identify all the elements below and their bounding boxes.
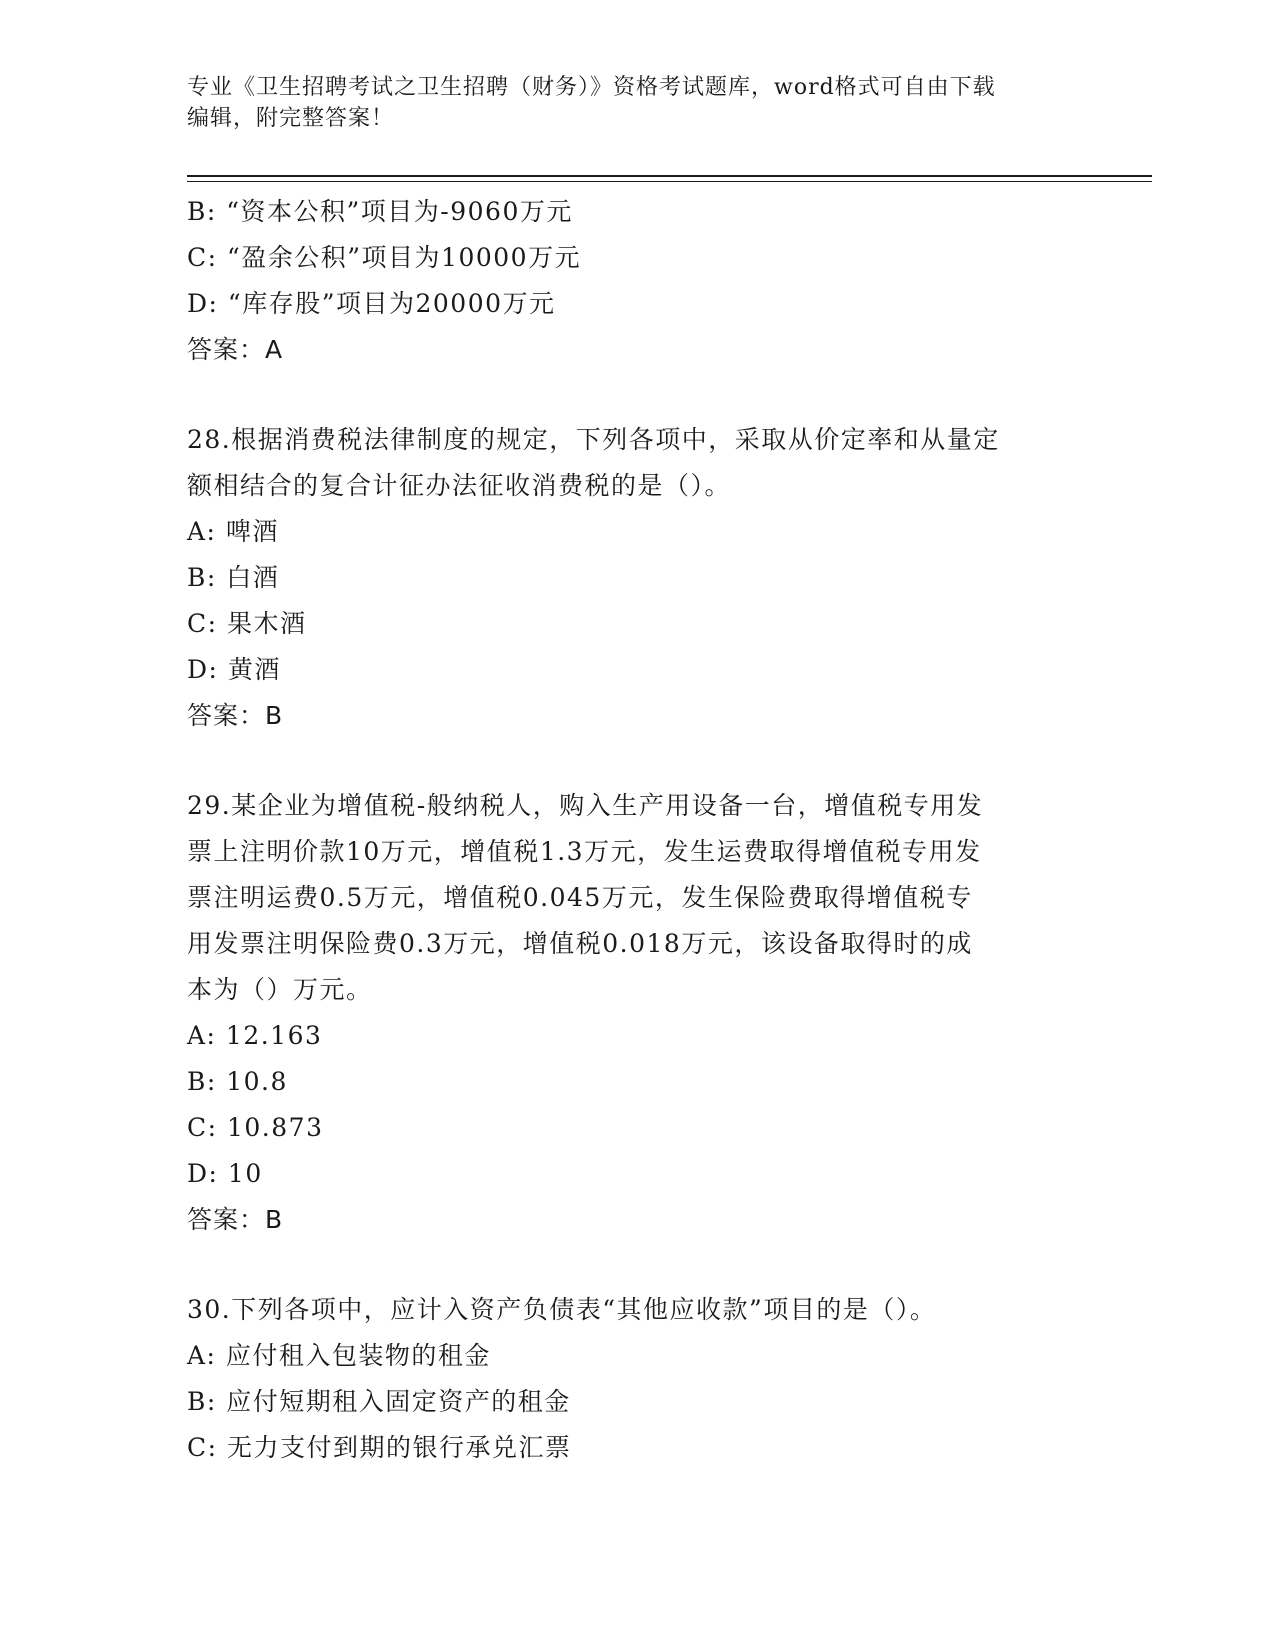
option-c: C: 10.873 xyxy=(187,1113,324,1142)
question-stem-line: 用发票注明保险费0.3万元，增值税0.018万元，该设备取得时的成 xyxy=(187,929,973,958)
option-c: C: 果木酒 xyxy=(187,609,307,638)
option-c: C: 无力支付到期的银行承兑汇票 xyxy=(187,1433,572,1462)
header-line-2: 编辑，附完整答案！ xyxy=(187,106,395,131)
question-stem-line: 30.下列各项中，应计入资产负债表“其他应收款”项目的是（）。 xyxy=(187,1295,937,1324)
option-d: D: “库存股”项目为20000万元 xyxy=(187,289,556,318)
question-27-continuation xyxy=(187,189,1077,373)
question-spacer xyxy=(187,1243,1077,1287)
question-28 xyxy=(187,417,1077,739)
question-30 xyxy=(187,1287,1077,1471)
question-stem-line: 29.某企业为增值税-般纳税人，购入生产用设备一台，增值税专用发 xyxy=(187,791,984,820)
question-spacer xyxy=(187,739,1077,783)
document-header xyxy=(187,72,1087,134)
option-b: B: “资本公积”项目为-9060万元 xyxy=(187,197,573,226)
option-b: B: 10.8 xyxy=(187,1067,288,1096)
option-a: A: 应付租入包装物的租金 xyxy=(187,1341,491,1370)
question-stem-line: 票注明运费0.5万元，增值税0.045万元，发生保险费取得增值税专 xyxy=(187,883,973,912)
option-c: C: “盈余公积”项目为10000万元 xyxy=(187,243,582,272)
option-b: B: 应付短期租入固定资产的租金 xyxy=(187,1387,571,1416)
header-rule-thin xyxy=(187,181,1152,182)
answer-line: 答案：B xyxy=(187,1205,284,1234)
question-29 xyxy=(187,783,1077,1243)
header-line-1: 专业《卫生招聘考试之卫生招聘（财务）》资格考试题库，word格式可自由下载 xyxy=(187,75,996,100)
option-d: D: 10 xyxy=(187,1159,263,1188)
question-spacer xyxy=(187,373,1077,417)
option-a: A: 12.163 xyxy=(187,1021,323,1050)
header-rule-thick xyxy=(187,175,1152,177)
question-stem-line: 28.根据消费税法律制度的规定，下列各项中，采取从价定率和从量定 xyxy=(187,425,1000,454)
option-b: B: 白酒 xyxy=(187,563,280,592)
question-stem-line: 额相结合的复合计征办法征收消费税的是（）。 xyxy=(187,471,732,500)
answer-line: 答案：B xyxy=(187,701,284,730)
question-stem-line: 票上注明价款10万元，增值税1.3万元，发生运费取得增值税专用发 xyxy=(187,837,982,866)
question-list xyxy=(187,189,1077,1471)
answer-line: 答案：A xyxy=(187,335,284,364)
question-stem-line: 本为（）万元。 xyxy=(187,975,373,1004)
option-a: A: 啤酒 xyxy=(187,517,279,546)
option-d: D: 黄酒 xyxy=(187,655,281,684)
